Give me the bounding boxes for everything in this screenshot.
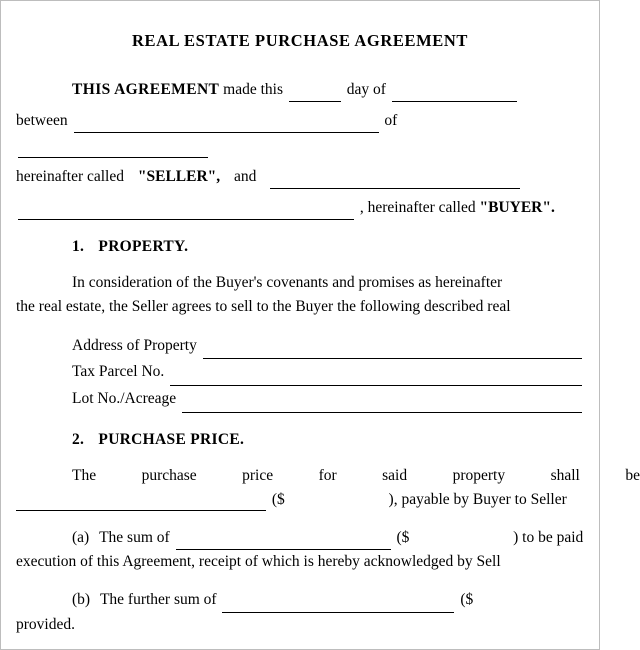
intro-block <box>16 77 584 221</box>
hereinafter-called-2-label: , hereinafter called <box>359 199 476 217</box>
amount-paren-close: ), payable by Buyer to Seller <box>388 490 567 508</box>
day-of-label: day of <box>346 80 386 98</box>
item-a-figure-blank[interactable] <box>415 535 507 551</box>
page-title: REAL ESTATE PURCHASE AGREEMENT <box>132 31 468 50</box>
purchase-price-words-blank[interactable] <box>16 495 266 512</box>
seller-term: "SELLER", <box>137 168 221 186</box>
pp-word-6: shall <box>550 466 580 484</box>
field-tax-parcel-label: Tax Parcel No. <box>72 363 165 381</box>
pp-word-7: be <box>625 466 640 484</box>
pp-word-5: property <box>452 466 506 484</box>
buyer-name-blank[interactable] <box>270 173 520 190</box>
section-2-number: 2. <box>72 430 85 448</box>
section-1-body-line-2: the real estate, the Seller agrees to sell to the Buyer the following described real <box>16 298 511 316</box>
field-lot-no-input[interactable] <box>182 397 582 413</box>
pp-word-2: price <box>242 466 274 484</box>
of-label: of <box>384 111 398 129</box>
purchase-price-amount-line <box>16 488 584 511</box>
section-property <box>16 238 584 412</box>
field-address-label: Address of Property <box>72 336 197 354</box>
between-label: between <box>16 111 68 129</box>
hereinafter-called-label: hereinafter called <box>16 168 124 186</box>
section-2-title: PURCHASE PRICE. <box>98 430 245 448</box>
field-tax-parcel-no <box>72 359 582 386</box>
buyer-term: "BUYER". <box>479 199 555 217</box>
seller-address-blank[interactable] <box>18 142 208 159</box>
field-tax-parcel-input[interactable] <box>170 370 582 386</box>
pp-word-3: for <box>318 466 337 484</box>
item-b-paren-open: ($ <box>460 591 474 609</box>
day-blank[interactable] <box>289 85 341 102</box>
section-1-heading <box>16 238 584 256</box>
field-address-of-property <box>72 333 582 360</box>
item-b-words-blank[interactable] <box>222 596 454 613</box>
section-1-number: 1. <box>72 238 85 256</box>
purchase-price-figure-blank[interactable] <box>291 496 383 512</box>
seller-name-blank[interactable] <box>74 117 379 134</box>
item-a-text: The sum of <box>99 529 170 547</box>
section-1-title: PROPERTY. <box>98 238 189 256</box>
item-b-text: The further sum of <box>99 591 217 609</box>
agreement-lead-in: THIS AGREEMENT <box>72 80 220 98</box>
amount-paren-open: ($ <box>271 490 285 508</box>
item-b-continuation: provided. <box>16 615 75 633</box>
item-b-line <box>16 587 584 612</box>
pp-word-0: The <box>72 466 97 484</box>
field-address-input[interactable] <box>203 344 582 360</box>
item-a-paren-open: ($ <box>396 529 410 547</box>
intro-line-3 <box>16 164 584 189</box>
intro-line-4 <box>16 195 584 220</box>
intro-line-2 <box>16 108 584 158</box>
section-1-body-line-1: In consideration of the Buyer's covenants and promises as hereinafter <box>72 274 503 292</box>
property-fields <box>16 333 584 413</box>
made-this-label: made this <box>223 80 284 98</box>
and-label: and <box>234 168 257 186</box>
buyer-address-blank[interactable] <box>18 204 354 221</box>
field-lot-no-acreage <box>72 386 582 413</box>
item-a-line <box>16 525 584 550</box>
item-a-paren-close: ) to be paid <box>513 529 584 547</box>
intro-line-1 <box>16 77 584 102</box>
date-blank[interactable] <box>392 85 517 102</box>
item-a-words-blank[interactable] <box>176 534 391 551</box>
section-2-heading <box>16 431 584 449</box>
pp-word-1: purchase <box>141 466 197 484</box>
item-a-continuation: execution of this Agreement, receipt of which is hereby acknowledged by Sell <box>16 553 501 571</box>
section-purchase-price <box>16 430 640 636</box>
purchase-price-line <box>16 463 640 488</box>
item-a-marker: (a) <box>72 529 90 547</box>
field-lot-no-label: Lot No./Acreage <box>72 390 177 408</box>
pp-word-4: said <box>382 466 408 484</box>
item-b-marker: (b) <box>72 591 91 609</box>
